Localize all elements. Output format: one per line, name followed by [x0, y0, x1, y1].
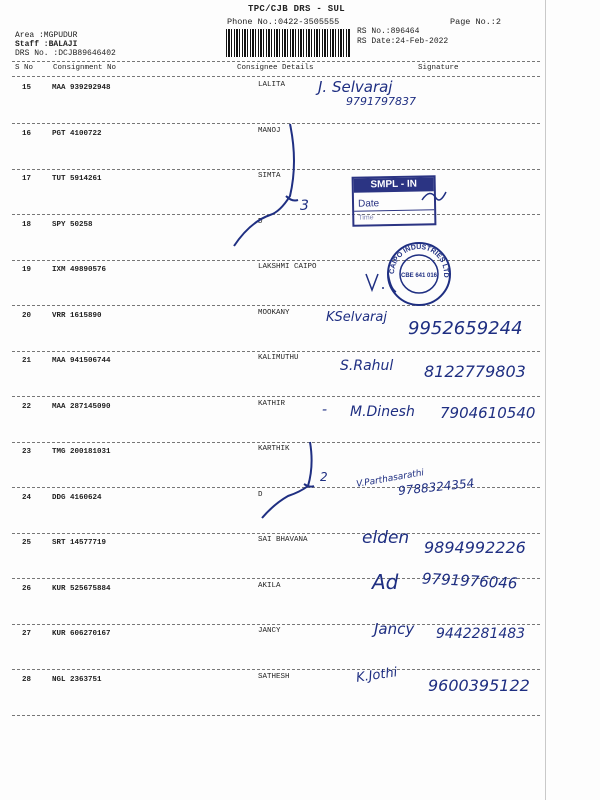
- row-consignment-no: MAA 287145090: [52, 402, 111, 411]
- row-consignee-name: D: [258, 490, 263, 499]
- dash-row-22: -: [322, 402, 328, 418]
- phone-row-15: 9791797837: [346, 95, 416, 108]
- page-number: Page No.:2: [450, 17, 502, 27]
- staff-label: Staff :BALAJI: [15, 40, 78, 49]
- phone-row-27: 9442281483: [436, 626, 526, 642]
- header-rule-top: [12, 61, 540, 62]
- row-consignee-name: LALITA: [258, 81, 286, 89]
- row-consignment-no: TUT 5914261: [52, 175, 102, 183]
- row-consignee-name: KARTHIK: [258, 445, 290, 453]
- row-consignee-name: MOOKANY: [258, 308, 290, 317]
- row-consignment-no: SRT 14577719: [52, 539, 107, 547]
- row-separator: [12, 351, 540, 352]
- phone-number: Phone No.:0422-3505555: [227, 17, 340, 27]
- phone-row-20: 9952659244: [408, 318, 523, 339]
- row-consignee-name: JANCY: [258, 627, 281, 635]
- row-sno: 26: [22, 584, 32, 593]
- row-sno: 17: [22, 175, 32, 183]
- row-sno: 25: [22, 539, 32, 547]
- mark-row-24: 2: [320, 470, 328, 484]
- row-consignment-no: VRR 1615890: [52, 311, 102, 320]
- signature-row-22: M.Dinesh: [350, 404, 415, 420]
- row-consignee-name: MANOJ: [258, 126, 281, 135]
- row-separator: [12, 396, 540, 397]
- row-sno: 24: [22, 493, 32, 502]
- drs-number: DRS No. :DCJB89646402: [15, 49, 116, 58]
- row-sno: 28: [22, 675, 32, 684]
- row-consignment-no: DDG 4160624: [52, 493, 102, 502]
- row-consignee-name: KATHIR: [258, 399, 286, 408]
- signature-row-19: [362, 268, 402, 302]
- stamp-title: SMPL - IN: [354, 177, 434, 192]
- header-rule-bottom: [12, 76, 540, 77]
- signature-row-15: J. Selvaraj: [318, 78, 393, 96]
- row-consignee-name: D: [258, 217, 263, 226]
- column-header-consignment: Consignment No: [53, 64, 117, 72]
- stamp-date-label: Date: [357, 198, 380, 210]
- row-consignee-name: SIMTA: [258, 172, 281, 180]
- row-separator: [12, 715, 540, 716]
- column-header-consignee: Consignee Details: [237, 64, 314, 72]
- svg-text:CBE 641 016: CBE 641 016: [400, 273, 438, 279]
- phone-row-22: 7904610540: [440, 404, 536, 422]
- delivery-bracket-lower: [258, 436, 318, 526]
- row-consignment-no: MAA 939292948: [52, 84, 111, 92]
- row-consignment-no: KUR 525675884: [52, 584, 111, 593]
- signature-row-27: Jancy: [374, 620, 415, 638]
- row-sno: 16: [22, 129, 32, 138]
- phone-row-25: 9894992226: [424, 538, 526, 557]
- area-label: Area :MGPUDUR: [15, 31, 78, 40]
- row-consignee-name: KALIMUTHU: [258, 354, 299, 362]
- mark-row-18: 3: [300, 198, 309, 214]
- signature-row-24: V.Parthasarathi: [355, 468, 425, 490]
- row-separator: [12, 669, 540, 670]
- phone-row-21: 8122779803: [424, 362, 526, 381]
- row-separator: [12, 533, 540, 534]
- phone-row-28: 9600395122: [428, 676, 530, 695]
- stamp-time-label: Time: [358, 214, 374, 222]
- signature-row-21: S.Rahul: [340, 358, 394, 374]
- row-sno: 20: [22, 311, 32, 320]
- row-consignee-name: LAKSHMI CAIPO: [258, 263, 317, 271]
- row-consignee-name: AKILA: [258, 581, 281, 590]
- signature-row-28: K.Jothi: [355, 665, 399, 686]
- column-header-sno: S No: [15, 64, 34, 72]
- table-row: [0, 263, 600, 286]
- stamp-divider: [354, 209, 434, 211]
- signature-row-20: KSelvaraj: [326, 310, 387, 325]
- barcode: [226, 29, 350, 57]
- signature-row-25: elden: [362, 528, 410, 548]
- signature-row-26: Ad: [372, 570, 399, 594]
- row-consignment-no: PGT 4100722: [52, 129, 102, 138]
- row-consignee-name: SAI BHAVANA: [258, 536, 308, 544]
- row-separator: [12, 624, 540, 625]
- table-row: [0, 81, 600, 104]
- phone-row-24: 9788324354: [397, 476, 475, 498]
- row-sno: 23: [22, 448, 32, 456]
- row-sno: 19: [22, 266, 32, 274]
- row-consignment-no: SPY 50258: [52, 220, 93, 229]
- column-header-signature: Signature: [418, 64, 459, 72]
- row-separator: [12, 305, 540, 306]
- row-sno: 27: [22, 630, 32, 638]
- rs-number: RS No.:896464: [357, 27, 420, 36]
- row-sno: 22: [22, 402, 32, 411]
- row-consignment-no: KUR 606270167: [52, 630, 111, 638]
- row-consignment-no: TMG 200181031: [52, 448, 111, 456]
- rs-date: RS Date:24-Feb-2022: [357, 37, 449, 46]
- row-sno: 15: [22, 84, 32, 92]
- row-sno: 21: [22, 357, 32, 365]
- row-consignment-no: IXM 49890576: [52, 266, 107, 274]
- svg-text:CAIPO INDUSTRIES LTD: CAIPO INDUSTRIES LTD: [388, 243, 450, 278]
- row-consignee-name: SATHESH: [258, 672, 290, 681]
- phone-row-26: 9791976046: [421, 569, 518, 593]
- delivery-bracket-upper: [228, 118, 318, 253]
- row-consignment-no: NGL 2363751: [52, 675, 102, 684]
- stamp-scribble: [418, 186, 448, 208]
- sheet-title: TPC/CJB DRS - SUL: [248, 4, 345, 14]
- row-sno: 18: [22, 220, 32, 229]
- row-separator: [12, 260, 540, 261]
- row-consignment-no: MAA 941506744: [52, 357, 111, 365]
